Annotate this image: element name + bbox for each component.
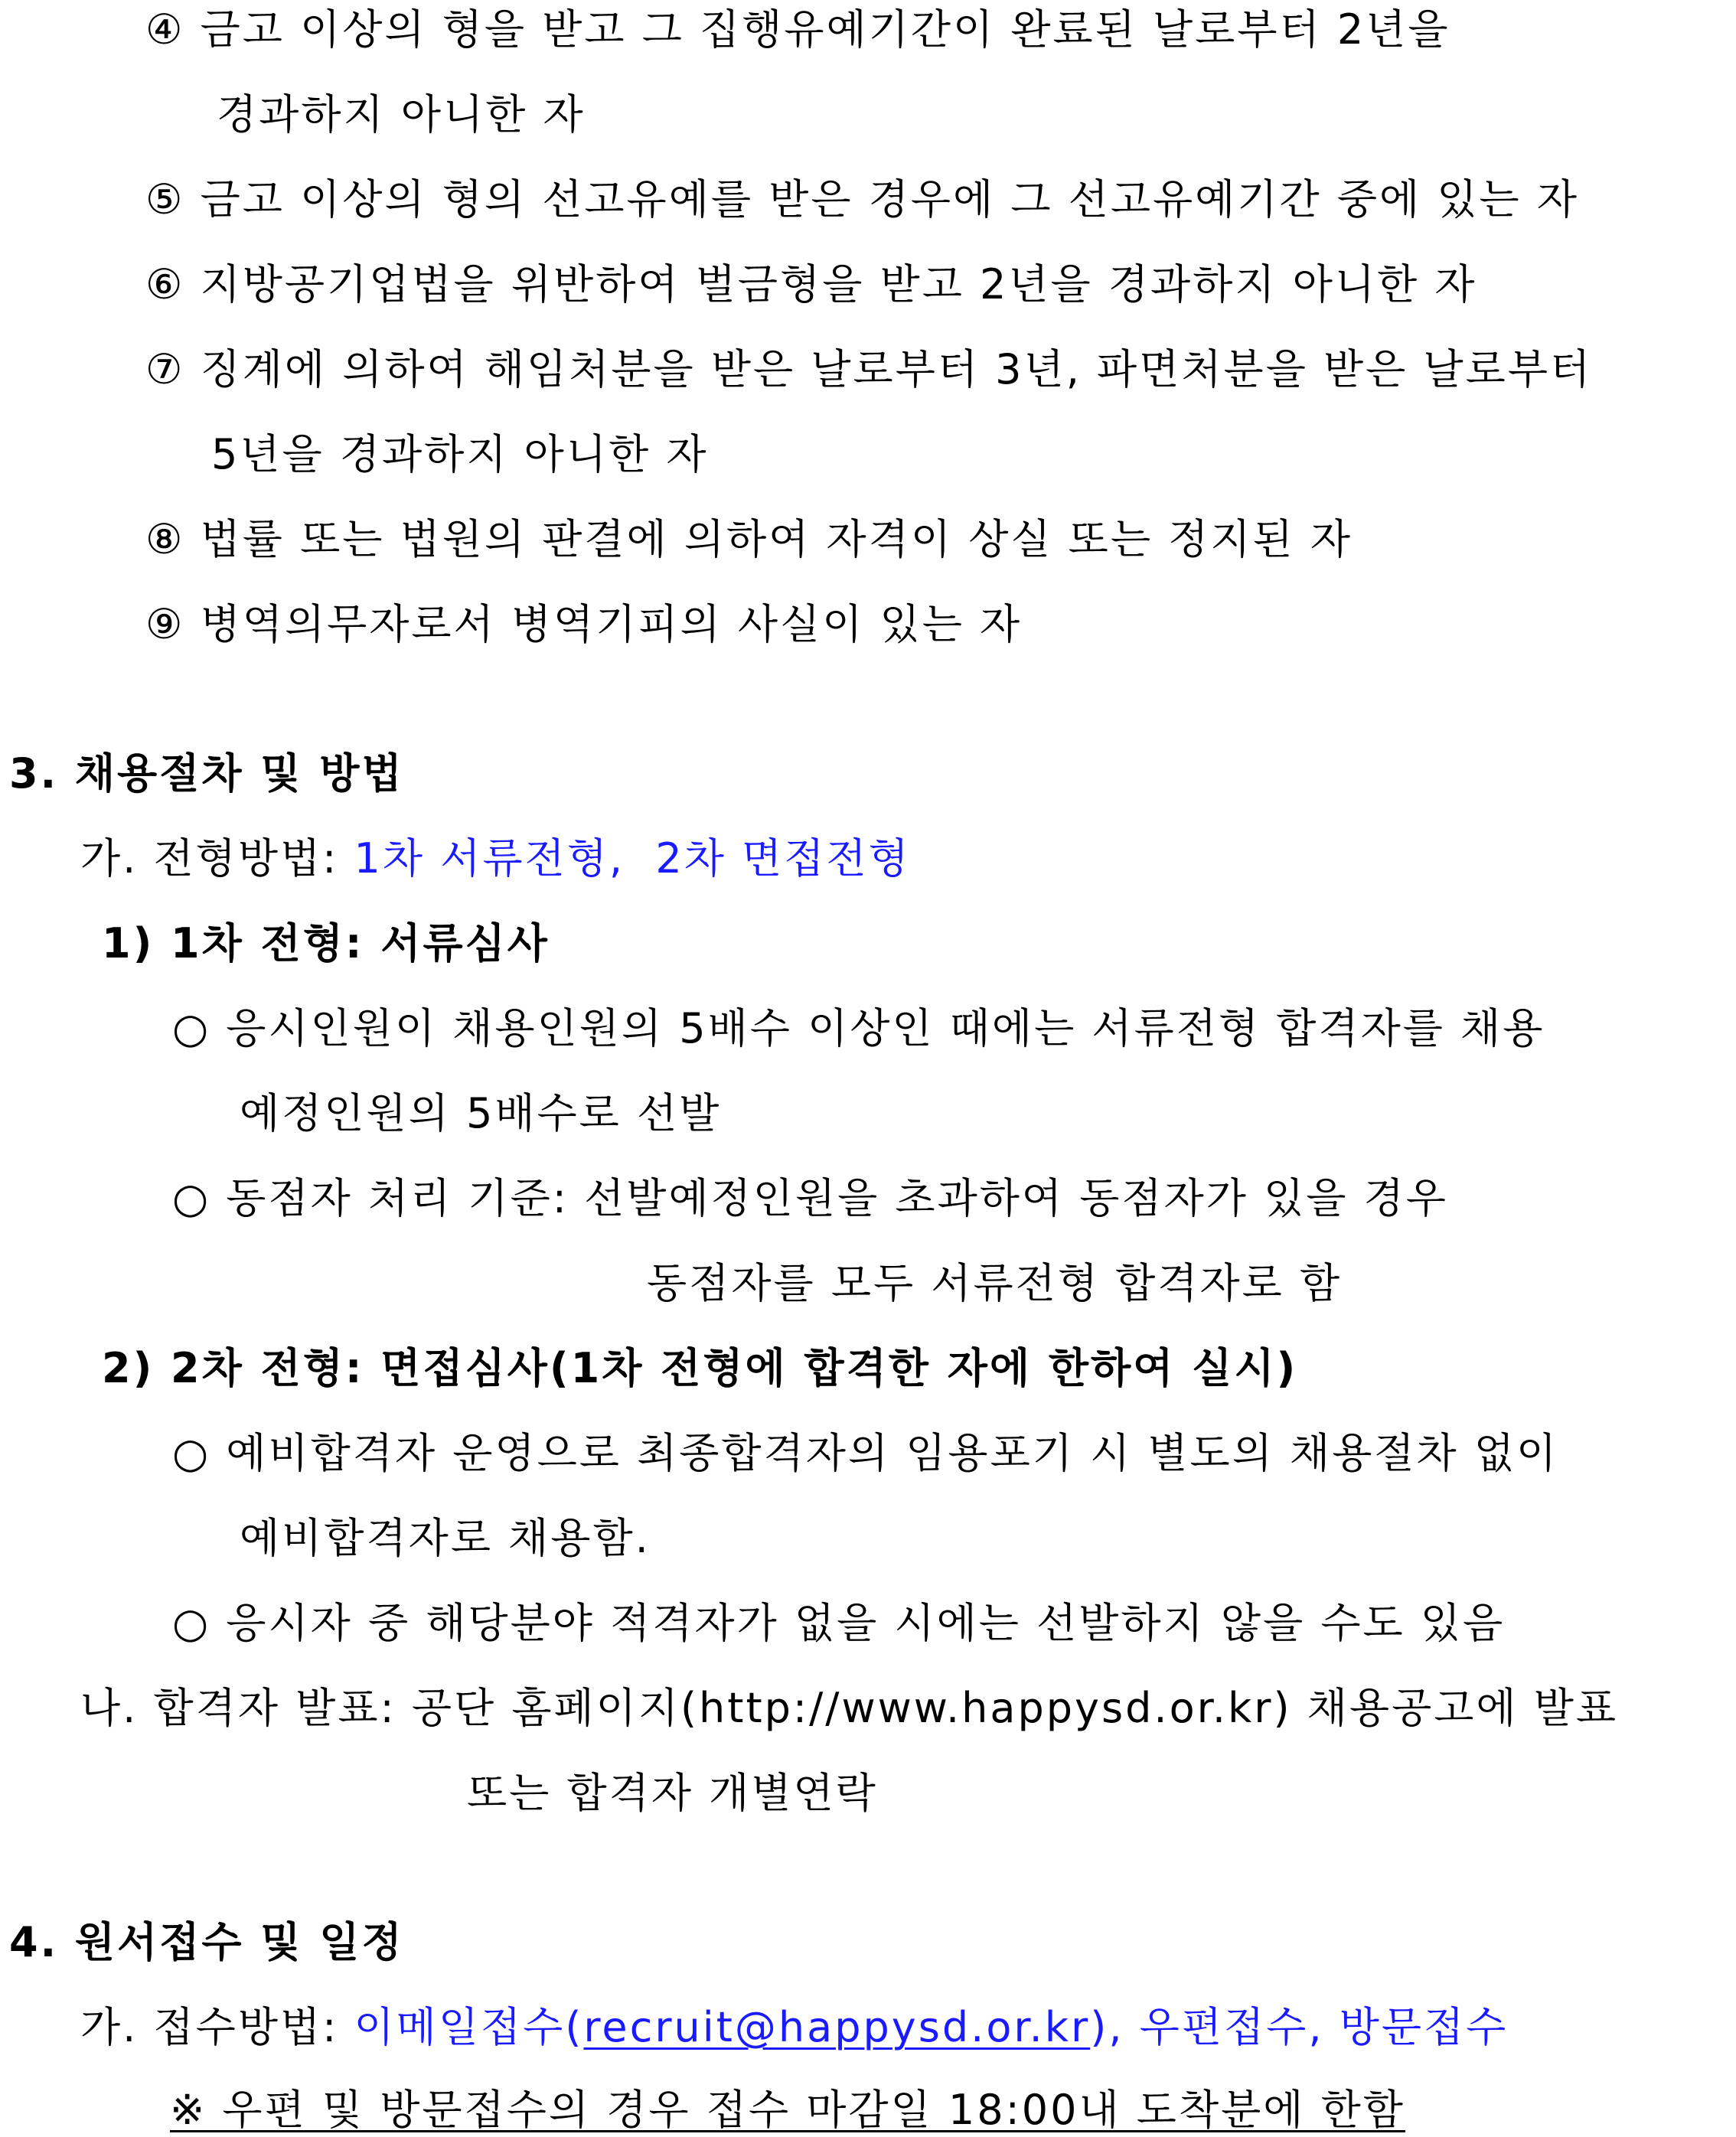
stage-1-bullet-1-line-1: ○ 응시인원이 채용인원의 5배수 이상인 때에는 서류전형 합격자를 채용: [172, 1004, 1545, 1052]
announcement-line-2: 또는 합격자 개별연락: [467, 1769, 878, 1817]
method-label: 가. 전형방법:: [80, 834, 354, 883]
submission-note: ※ 우편 및 방문접수의 경우 접수 마감일 18:00내 도착분에 한함: [170, 2086, 1405, 2134]
item-7-line-1: ⑦ 징계에 의하여 해임처분을 받은 날로부터 3년, 파면처분을 받은 날로부터: [145, 345, 1593, 393]
item-7-line-2: 5년을 경과하지 아니한 자: [211, 430, 709, 478]
submission-label: 가. 접수방법:: [80, 2003, 354, 2051]
stage-1-bullet-1-line-2: 예정인원의 5배수로 선발: [240, 1089, 722, 1137]
item-8: ⑧ 법률 또는 법원의 판결에 의하여 자격이 상실 또는 정지된 자: [145, 515, 1353, 563]
announcement-line-1: 나. 합격자 발표: 공단 홈페이지(http://www.happysd.or.kr) 채용공고에 발표: [80, 1684, 1619, 1732]
item-4-line-1: ④ 금고 이상의 형을 받고 그 집행유예기간이 완료된 날로부터 2년을: [145, 5, 1450, 54]
stage-1-bullet-2-line-2: 동점자를 모두 서류전형 합격자로 함: [647, 1259, 1343, 1307]
submission-method: [80, 2001, 1508, 2054]
item-4-line-2: 경과하지 아니한 자: [217, 90, 586, 139]
section-4-heading: 4. 원서접수 및 일정: [9, 1918, 404, 1966]
stage-2-heading: 2) 2차 전형: 면접심사(1차 전형에 합격한 자에 한하여 실시): [102, 1344, 1298, 1392]
method-value: 1차 서류전형, 2차 면접전형: [354, 834, 911, 883]
section-3-heading: 3. 채용절차 및 방법: [9, 749, 404, 798]
stage-1-heading: 1) 1차 전형: 서류심사: [102, 919, 550, 967]
stage-2-bullet-2: ○ 응시자 중 해당분야 적격자가 없을 시에는 선발하지 않을 수도 있음: [172, 1599, 1506, 1647]
section-3-method: [80, 832, 911, 886]
stage-1-bullet-2-line-1: ○ 동점자 처리 기준: 선발예정인원을 초과하여 동점자가 있을 경우: [172, 1174, 1448, 1222]
stage-2-bullet-1-line-2: 예비합격자로 채용함.: [240, 1514, 651, 1562]
submission-value-suffix: ), 우편접수, 방문접수: [1090, 2003, 1509, 2051]
stage-2-bullet-1-line-1: ○ 예비합격자 운영으로 최종합격자의 임용포기 시 별도의 채용절차 없이: [172, 1429, 1559, 1477]
item-5: ⑤ 금고 이상의 형의 선고유예를 받은 경우에 그 선고유예기간 중에 있는 자: [145, 175, 1579, 223]
item-6: ⑥ 지방공기업법을 위반하여 벌금형을 받고 2년을 경과하지 아니한 자: [145, 260, 1477, 308]
submission-value-prefix: 이메일접수(: [354, 2003, 584, 2051]
recruit-email-link[interactable]: recruit@happysd.or.kr: [583, 2003, 1091, 2051]
item-9: ⑨ 병역의무자로서 병역기피의 사실이 있는 자: [145, 600, 1023, 648]
